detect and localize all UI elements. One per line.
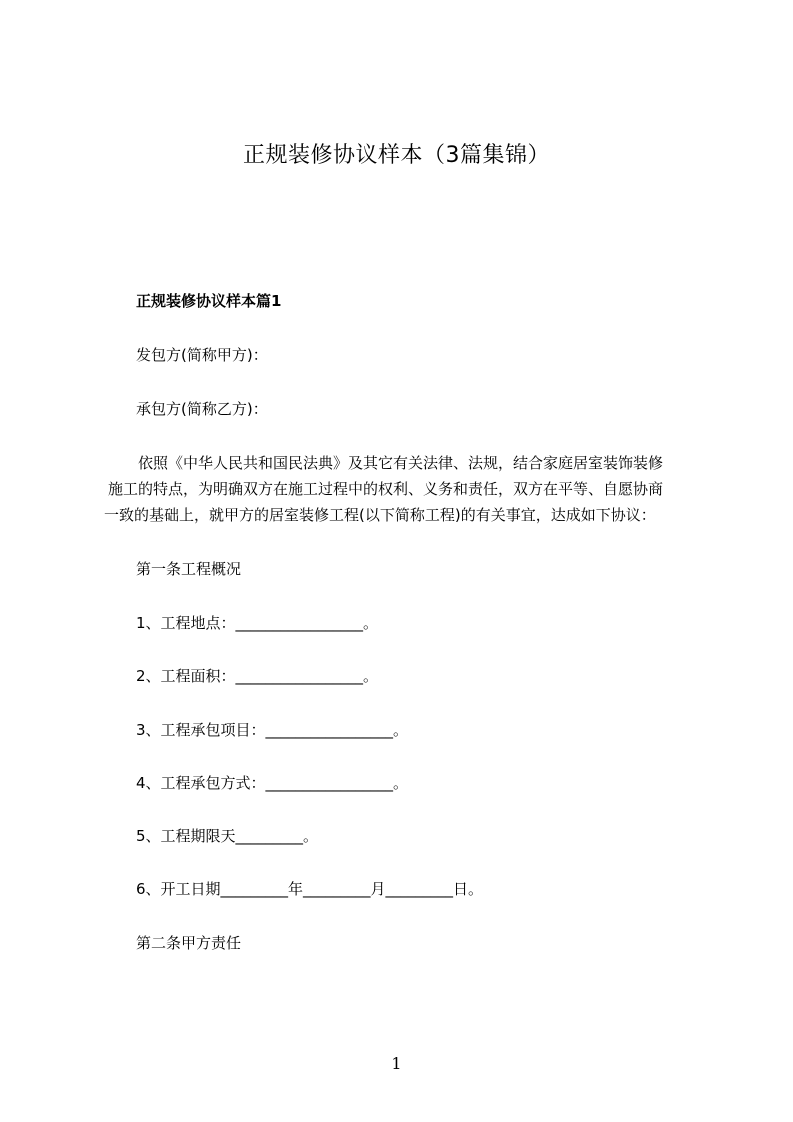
party-a-line: 发包方(简称甲方)： xyxy=(136,346,268,364)
intro-paragraph xyxy=(104,450,704,528)
article-2-heading: 第二条甲方责任 xyxy=(136,934,242,952)
list-item: 5、工程期限天_________。 xyxy=(136,827,319,845)
document-title: 正规装修协议样本（3篇集锦） xyxy=(243,143,550,168)
section-heading: 正规装修协议样本篇1 xyxy=(136,292,282,310)
intro-line: 一致的基础上，就甲方的居室装修工程(以下简称工程)的有关事宜，达成如下协议： xyxy=(104,506,656,524)
list-item: 4、工程承包方式：_________________。 xyxy=(136,774,409,792)
intro-line: 依照《中华人民共和国民法典》及其它有关法律、法规，结合家庭居室装饰装修 xyxy=(138,454,664,472)
page-number: 1 xyxy=(391,1054,402,1073)
list-item: 6、开工日期_________年_________月_________日。 xyxy=(136,880,484,898)
intro-line: 施工的特点，为明确双方在施工过程中的权利、义务和责任，双方在平等、自愿协商 xyxy=(108,480,664,498)
party-b-line: 承包方(简称乙方)： xyxy=(136,400,268,418)
list-item: 3、工程承包项目：_________________。 xyxy=(136,721,409,739)
list-item: 1、工程地点：_________________。 xyxy=(136,614,379,632)
list-item: 2、工程面积：_________________。 xyxy=(136,667,379,685)
article-1-heading: 第一条工程概况 xyxy=(136,560,242,578)
